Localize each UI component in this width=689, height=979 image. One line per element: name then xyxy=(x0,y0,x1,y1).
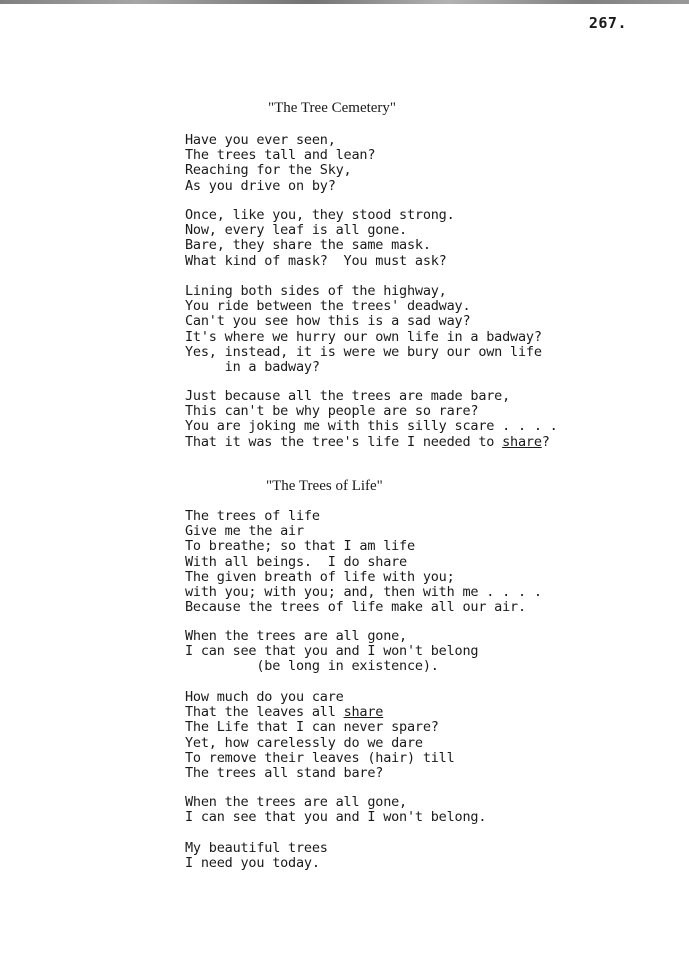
poem-line: Can't you see how this is a sad way? xyxy=(185,313,471,330)
poem-line: Now, every leaf is all gone. xyxy=(185,222,407,239)
poem-line: How much do you care xyxy=(185,689,344,705)
poem-line: You ride between the trees' deadway. xyxy=(185,298,471,315)
poem-line: It's where we hurry our own life in a badway? xyxy=(185,328,542,345)
poem-title-trees-of-life: "The Trees of Life" xyxy=(266,478,383,494)
poem-line: Just because all the trees are made bare, xyxy=(185,388,511,404)
poem-title-tree-cemetery: "The Tree Cemetery" xyxy=(268,100,397,116)
poem-line: With all beings. I do share xyxy=(185,553,407,570)
poem-2-stanza-2 xyxy=(185,629,478,675)
poem-line: in a badway? xyxy=(185,359,320,376)
poem-line: I can see that you and I won't belong xyxy=(185,643,479,660)
poem-line xyxy=(185,705,455,720)
poem-line: Yet, how carelessly do we dare xyxy=(185,734,423,751)
poem-line: This can't be why people are so rare? xyxy=(185,403,479,420)
poem-line: Because the trees of life make all our air. xyxy=(185,599,526,616)
poem-line xyxy=(185,435,558,450)
poem-line: Once, like you, they stood strong. xyxy=(185,207,455,223)
poem-line: When the trees are all gone, xyxy=(185,794,407,810)
poem-line: Bare, they share the same mask. xyxy=(185,237,431,254)
poem-line: Have you ever seen, xyxy=(185,132,336,148)
poem-line: The given breath of life with you; xyxy=(185,568,455,585)
poem-line: Lining both sides of the highway, xyxy=(185,283,447,299)
poem-line: I can see that you and I won't belong. xyxy=(185,809,487,826)
poem-1-stanza-4 xyxy=(185,389,558,450)
poem-line: Give me the air xyxy=(185,523,304,540)
poem-line: You are joking me with this silly scare . . . . xyxy=(185,418,558,435)
poem-line: (be long in existence). xyxy=(185,658,439,675)
poem-1-stanza-2 xyxy=(185,208,455,269)
page-number: 267. xyxy=(588,14,627,32)
poem-2-stanza-5 xyxy=(185,841,328,871)
poem-line: When the trees are all gone, xyxy=(185,628,407,644)
poem-line: The trees of life xyxy=(185,508,320,524)
poem-2-stanza-1 xyxy=(185,509,542,615)
poem-1-stanza-1 xyxy=(185,133,375,194)
poem-line: My beautiful trees xyxy=(185,840,328,856)
line-punctuation: ? xyxy=(541,433,550,450)
poem-line: What kind of mask? You must ask? xyxy=(185,252,447,269)
underlined-word: share xyxy=(343,704,384,721)
poem-line: To remove their leaves (hair) till xyxy=(185,749,455,766)
poem-line: The trees all stand bare? xyxy=(185,765,384,782)
poem-line: with you; with you; and, then with me . . . . xyxy=(185,584,542,601)
poem-line: As you drive on by? xyxy=(185,177,336,194)
poem-2-stanza-3 xyxy=(185,690,455,781)
line-text: That it was the tree's life I needed to xyxy=(185,433,503,450)
poem-line: Reaching for the Sky, xyxy=(185,162,352,179)
poem-line: The Life that I can never spare? xyxy=(185,719,439,736)
poem-line: I need you today. xyxy=(185,855,320,872)
underlined-word: share xyxy=(502,433,542,450)
poem-line: The trees tall and lean? xyxy=(185,147,376,164)
scan-edge xyxy=(0,0,689,4)
line-text: That the leaves all xyxy=(185,704,344,721)
poem-line: To breathe; so that I am life xyxy=(185,538,415,555)
poem-1-stanza-3 xyxy=(185,284,542,375)
poem-line: Yes, instead, it is were we bury our own life xyxy=(185,343,542,360)
poem-2-stanza-4 xyxy=(185,795,486,825)
